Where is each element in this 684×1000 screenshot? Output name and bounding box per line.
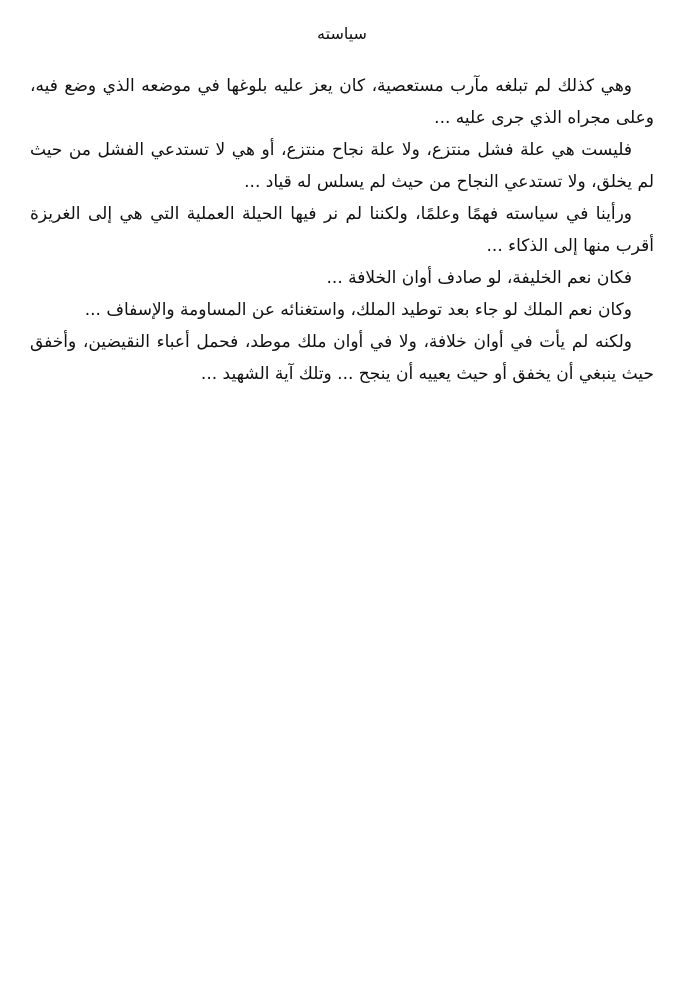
body-text [30, 70, 654, 390]
paragraph: وهي كذلك لم تبلغه مآرب مستعصية، كان يعز عليه بلوغها في موضعه الذي وضع فيه، وعلى مجراه الذي جرى عليه ... [30, 76, 654, 128]
paragraph: فكان نعم الخليفة، لو صادف أوان الخلافة ... [326, 268, 632, 288]
paragraph: ورأينا في سياسته فهمًا وعلمًا، ولكننا لم نر فيها الحيلة العملية التي هي إلى الغريزة أقرب منها إلى الذكاء ... [30, 204, 654, 256]
running-header: سياسته [317, 24, 367, 43]
paragraph: وكان نعم الملك لو جاء بعد توطيد الملك، واستغنائه عن المساومة والإسفاف ... [84, 300, 632, 320]
paragraph: فليست هي علة فشل منتزع، ولا علة نجاح منتزع، أو هي لا تستدعي الفشل من حيث لم يخلق، ولا تستدعي النجاح من حيث لم يسلس له قياد ... [30, 140, 654, 192]
paragraph: ولكنه لم يأت في أوان خلافة، ولا في أوان ملك موطد، فحمل أعباء النقيضين، وأخفق حيث ينبغي أن يخفق أو حيث يعييه أن ينجح ... وتلك آية الشهيد ... [30, 332, 654, 384]
